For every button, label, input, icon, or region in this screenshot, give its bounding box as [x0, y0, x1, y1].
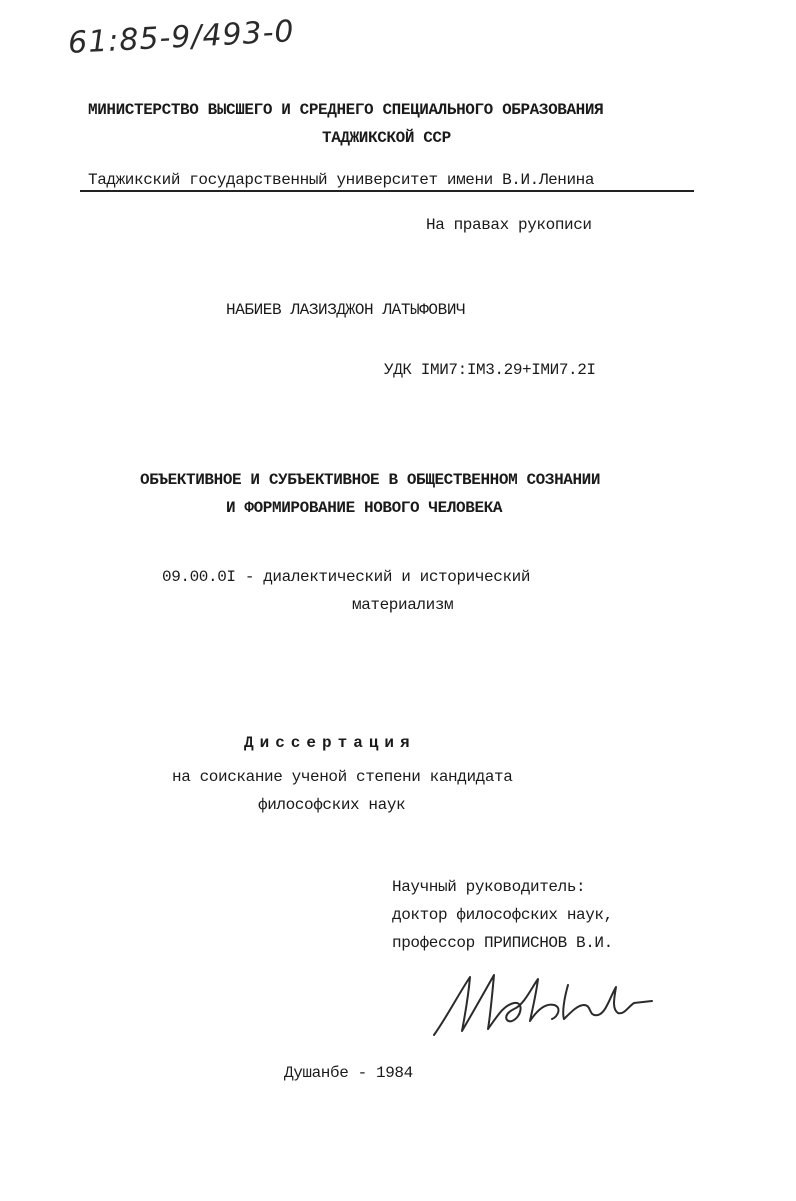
- specialty-line-1: 09.00.0I - диалектический и исторический: [162, 568, 531, 586]
- place-and-year: Душанбе - 1984: [284, 1064, 413, 1082]
- degree-heading: Диссертация: [244, 734, 416, 752]
- ministry-line-1: МИНИСТЕРСТВО ВЫСШЕГО И СРЕДНЕГО СПЕЦИАЛЬНОГО ОБРАЗОВАНИЯ: [88, 101, 604, 119]
- supervisor-line-2: доктор философских наук,: [392, 906, 613, 924]
- title-line-1: ОБЪЕКТИВНОЕ И СУБЪЕКТИВНОЕ В ОБЩЕСТВЕННОМ СОЗНАНИИ: [140, 471, 601, 489]
- udc-code: УДК IМИ7:IМ3.29+IМИ7.2I: [384, 361, 596, 379]
- manuscript-note: На правах рукописи: [426, 216, 592, 234]
- university-underline: [80, 190, 694, 192]
- degree-line-2: философских наук: [258, 796, 406, 814]
- supervisor-line-3: профессор ПРИПИСНОВ В.И.: [392, 934, 613, 952]
- university-name: Таджикский государственный университет имени В.И.Ленина: [88, 171, 595, 189]
- archive-code-handwritten: 61:85-9/493-0: [67, 14, 296, 61]
- degree-line-1: на соискание ученой степени кандидата: [172, 768, 513, 786]
- author-name: НАБИЕВ ЛАЗИЗДЖОН ЛАТЫФОВИЧ: [226, 301, 466, 319]
- title-line-2: И ФОРМИРОВАНИЕ НОВОГО ЧЕЛОВЕКА: [226, 499, 503, 517]
- specialty-line-2: материализм: [352, 596, 454, 614]
- handwritten-signature: [428, 965, 658, 1045]
- supervisor-line-1: Научный руководитель:: [392, 878, 586, 896]
- ministry-line-2: ТАДЖИКСКОЙ ССР: [322, 129, 451, 147]
